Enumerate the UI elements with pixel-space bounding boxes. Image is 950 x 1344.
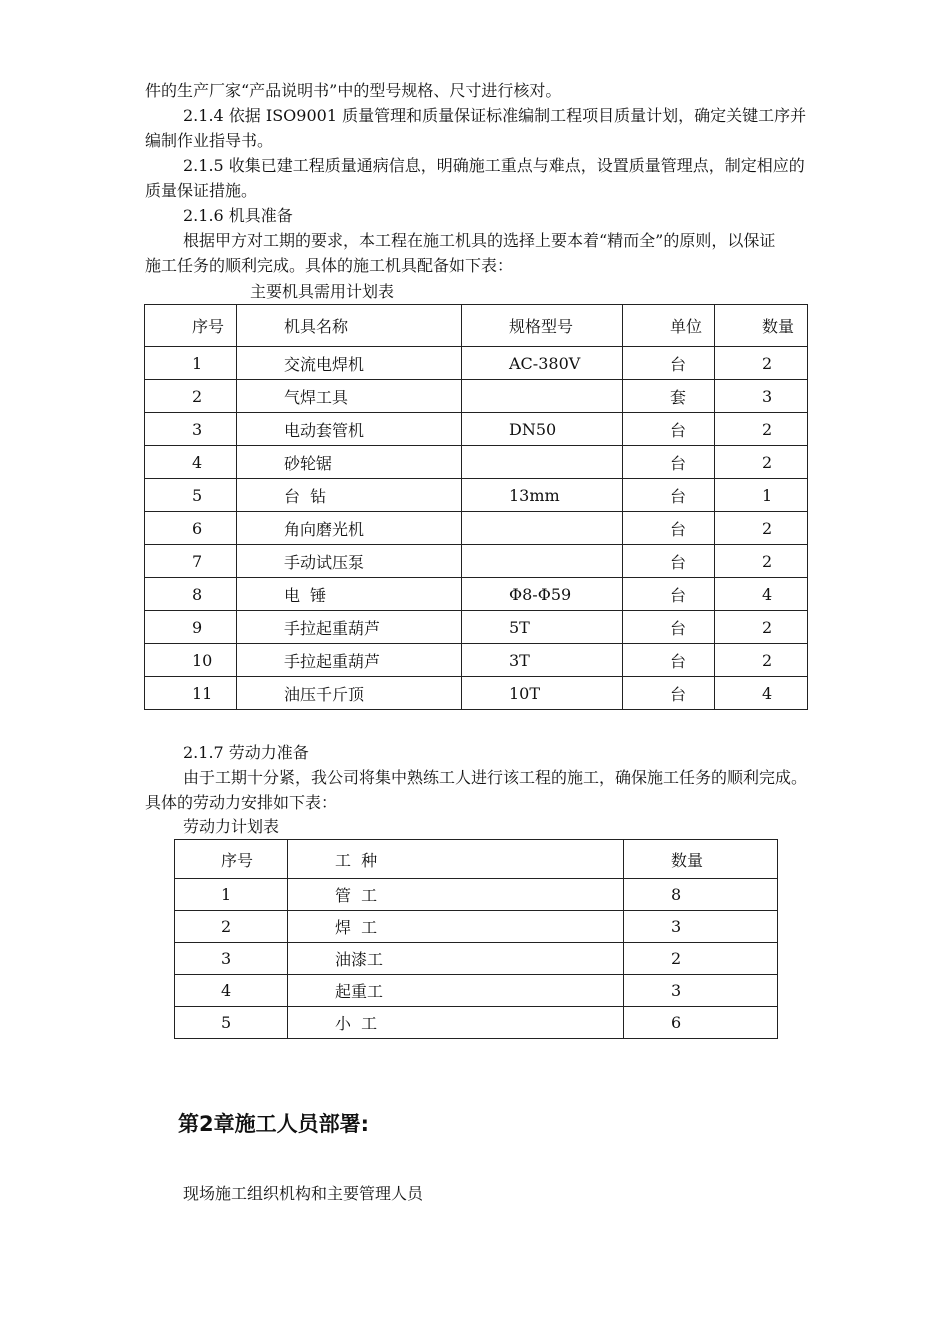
table-cell: 油压千斤顶: [237, 677, 462, 710]
table-cell: 台: [623, 479, 715, 512]
table-cell: 台: [623, 446, 715, 479]
table-cell: 2: [715, 545, 808, 578]
doc-line: 2.1.4 依据 ISO9001 质量管理和质量保证标准编制工程项目质量计划，确定关键工序并: [183, 106, 807, 125]
table-cell: 气焊工具: [237, 380, 462, 413]
table-cell: 2: [715, 413, 808, 446]
table-cell: 台: [623, 545, 715, 578]
table-cell: [462, 380, 623, 413]
table-cell: DN50: [462, 413, 623, 446]
table-cell: 交流电焊机: [237, 347, 462, 380]
table-header-cell: 数量: [715, 305, 808, 347]
table-header-row: [145, 305, 808, 347]
table-cell: 台: [623, 578, 715, 611]
table-row: [175, 879, 778, 911]
table-header-cell: 机具名称: [237, 305, 462, 347]
table-row: [145, 479, 808, 512]
table-header-cell: 数量: [624, 840, 778, 879]
table-row: [145, 677, 808, 710]
table-row: [145, 347, 808, 380]
doc-line: 件的生产厂家“产品说明书”中的型号规格、尺寸进行核对。: [145, 81, 562, 100]
table-row: [145, 611, 808, 644]
table-row: [145, 446, 808, 479]
table-header-cell: 序号: [175, 840, 288, 879]
table-cell: 10T: [462, 677, 623, 710]
table-cell: 11: [145, 677, 237, 710]
doc-line: 编制作业指导书。: [145, 131, 274, 150]
table-cell: 4: [175, 975, 288, 1007]
table-cell: 2: [715, 611, 808, 644]
table-row: [145, 380, 808, 413]
section-heading: 2.1.7 劳动力准备: [183, 743, 309, 762]
table-row: [175, 1007, 778, 1039]
table-cell: 台: [623, 512, 715, 545]
table-cell: 2: [715, 446, 808, 479]
table-cell: 7: [145, 545, 237, 578]
table-cell: 2: [175, 911, 288, 943]
table-cell: 套: [623, 380, 715, 413]
table-cell: 3T: [462, 644, 623, 677]
table-cell: 台: [623, 611, 715, 644]
table-cell: 8: [624, 879, 778, 911]
table-cell: 5: [175, 1007, 288, 1039]
table-cell: 2: [624, 943, 778, 975]
table-cell: 电动套管机: [237, 413, 462, 446]
table-row: [145, 578, 808, 611]
table-cell: 3: [624, 911, 778, 943]
table-cell: 砂轮锯: [237, 446, 462, 479]
table-cell: 4: [715, 578, 808, 611]
doc-line: 现场施工组织机构和主要管理人员: [183, 1184, 424, 1203]
table-cell: 1: [175, 879, 288, 911]
table-cell: 角向磨光机: [237, 512, 462, 545]
table-cell: 台: [623, 644, 715, 677]
chapter-heading: 第2章施工人员部署:: [178, 1112, 370, 1136]
table-cell: 5T: [462, 611, 623, 644]
table-cell: 油漆工: [288, 943, 624, 975]
doc-line: 由于工期十分紧，我公司将集中熟练工人进行该工程的施工，确保施工任务的顺利完成。: [183, 768, 808, 787]
table-row: [145, 644, 808, 677]
table-row: [145, 413, 808, 446]
table-cell: 1: [715, 479, 808, 512]
table-cell: 9: [145, 611, 237, 644]
doc-line: 质量保证措施。: [145, 181, 258, 200]
table-cell: 6: [624, 1007, 778, 1039]
table-cell: [462, 512, 623, 545]
table-row: [145, 512, 808, 545]
equipment-table-caption: 主要机具需用计划表: [250, 282, 395, 301]
table-cell: AC-380V: [462, 347, 623, 380]
table-cell: 6: [145, 512, 237, 545]
table-cell: 管 工: [288, 879, 624, 911]
table-cell: 8: [145, 578, 237, 611]
table-cell: 5: [145, 479, 237, 512]
table-cell: [462, 545, 623, 578]
table-cell: 电 锤: [237, 578, 462, 611]
equipment-table: [144, 304, 808, 710]
table-cell: 台 钻: [237, 479, 462, 512]
table-row: [175, 975, 778, 1007]
table-cell: 2: [715, 512, 808, 545]
table-cell: 手动试压泵: [237, 545, 462, 578]
table-row: [145, 545, 808, 578]
doc-line: 具体的劳动力安排如下表：: [145, 793, 338, 812]
labor-table: [174, 839, 778, 1039]
table-header-cell: 序号: [145, 305, 237, 347]
table-cell: 手拉起重葫芦: [237, 611, 462, 644]
table-row: [175, 911, 778, 943]
table-cell: 小 工: [288, 1007, 624, 1039]
table-cell: 2: [715, 347, 808, 380]
table-cell: 4: [715, 677, 808, 710]
table-cell: 3: [145, 413, 237, 446]
table-cell: Φ8-Φ59: [462, 578, 623, 611]
table-cell: 台: [623, 677, 715, 710]
table-cell: 3: [175, 943, 288, 975]
table-cell: 4: [145, 446, 237, 479]
table-header-cell: 规格型号: [462, 305, 623, 347]
table-cell: 10: [145, 644, 237, 677]
labor-table-caption: 劳动力计划表: [183, 817, 280, 836]
table-cell: 1: [145, 347, 237, 380]
table-header-cell: 单位: [623, 305, 715, 347]
table-cell: 台: [623, 347, 715, 380]
table-row: [175, 943, 778, 975]
table-header-row: [175, 840, 778, 879]
table-cell: 起重工: [288, 975, 624, 1007]
doc-line: 2.1.5 收集已建工程质量通病信息，明确施工重点与难点，设置质量管理点，制定相应的: [183, 156, 805, 175]
table-cell: [462, 446, 623, 479]
table-cell: 2: [715, 644, 808, 677]
table-cell: 2: [145, 380, 237, 413]
table-cell: 台: [623, 413, 715, 446]
table-cell: 手拉起重葫芦: [237, 644, 462, 677]
table-cell: 3: [624, 975, 778, 1007]
table-cell: 3: [715, 380, 808, 413]
doc-line: 施工任务的顺利完成。具体的施工机具配备如下表：: [145, 256, 514, 275]
table-header-cell: 工 种: [288, 840, 624, 879]
doc-line: 根据甲方对工期的要求，本工程在施工机具的选择上要本着“精而全”的原则，以保证: [183, 231, 776, 250]
table-cell: 焊 工: [288, 911, 624, 943]
table-cell: 13mm: [462, 479, 623, 512]
section-heading: 2.1.6 机具准备: [183, 206, 293, 225]
